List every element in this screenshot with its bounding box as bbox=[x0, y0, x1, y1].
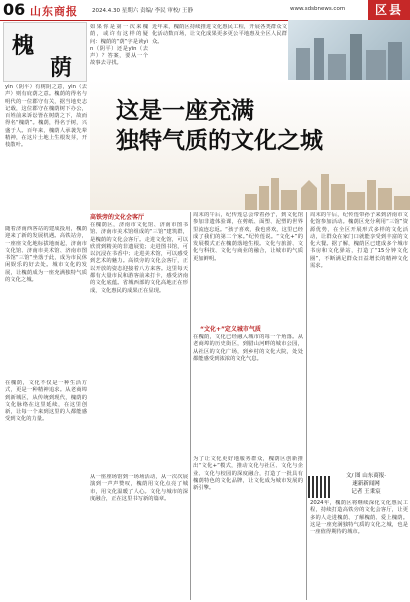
column-title-char2: 荫 bbox=[50, 55, 73, 81]
right-column-text-2: 在槐荫，文化已经融入城市的每一个角落。从老商埠的历史街区，到腊山河畔的城市公园，从社区的文化广场，到乡村的文化大院，处处都能感受到浓浓的文化气息。 bbox=[193, 334, 303, 362]
author-line-2: 速新新闻网 bbox=[352, 481, 380, 487]
issue-meta: 2024.4.30 星期六 责编/ 李民 审校/ 王静 bbox=[92, 8, 193, 14]
author-line-3: 记者 王秉宸 bbox=[351, 489, 381, 495]
column-divider bbox=[190, 212, 191, 600]
right-column-text: 周末的午后，纪传莲总会带着孙子，到文化馆参加非遗体验课，在剪纸、面塑、泥塑的世界里流连忘返。“孩子喜欢，我也喜欢，这里已经成了我们的第二个家。”纪传莲说。“文化+”的发展模式正在槐荫落地生根。文化与旅游、文化与科技、文化与商业的融合，让城市的气质更加鲜明。 bbox=[193, 212, 303, 262]
far-right-column-text: 周末的午后，纪传莲带孙子来到济南市文化馆参加活动。槐荫区充分利用“三馆”资源优势，在全区开展形式多样的文化活动，让群众在家门口就能享受到丰富的文化大餐。据了解，槐荫区已建成多个城市书房和文化驿站，打造了“15分钟文化圈”，不断满足群众日益增长的精神文化需求。 bbox=[310, 212, 408, 270]
subhead-cultural-hall: 高铁旁的文化会客厅 bbox=[90, 214, 145, 221]
section-badge: 区县 bbox=[368, 0, 410, 20]
city-photo bbox=[288, 20, 410, 80]
left-column-text: yìn（阴平）有树阴之意，yìn（去声）则有庇荫之意。槐荫的得名与明代的一位郡守有关，据当地史志记载，这位郡守在槐荫树下办公，百姓前来诉讼皆在树荫之下，故而得名“槐荫”。槐荫，得名于树，兴盛于人。百年来，槐荫人承袭先辈精神，在这片土地上生根发芽，开枝散叶。 bbox=[5, 84, 87, 149]
headline-line2: 独特气质的文化之城 bbox=[116, 128, 323, 154]
headline-line1: 这是一座充满 bbox=[116, 98, 254, 124]
intro-paragraph: 如果你是第一次来槐荫，或许有这样的疑问：槐荫的“荫”字是读yìn（阴平）还是yīn（去声）？答案，要从一个故事去寻找。 bbox=[90, 24, 148, 67]
author-line-1: 文/ 图 山东商报· bbox=[345, 473, 387, 479]
subhead-culture-plus: “文化+”定义城市气质 bbox=[200, 326, 261, 333]
author-credit bbox=[324, 472, 408, 498]
site-url[interactable]: www.sdsbnews.com bbox=[290, 6, 346, 12]
right-column-text-3: 为了让文化更好地服务群众，槐荫区创新推出“文化+”模式，推动文化与社区、文化与企业、文化与校园的深度融合，打造了一批具有槐荫特色的文化品牌，让文化成为城市发展的新引擎。 bbox=[193, 456, 303, 492]
page-number: 06 bbox=[3, 0, 26, 19]
newspaper-name: 山东商报 bbox=[30, 5, 78, 18]
skyline-illustration bbox=[245, 168, 410, 210]
left-column-text-2: 随着济南西客站的建成投用，槐荫迎来了新的发展机遇。高铁站旁，一座座文化地标拔地而起，济南市文化馆、济南市美术馆、济南市图书馆“三馆”坐落于此，成为市民休闲娱乐的好去处。城市文化的发展，让槐荫成为一座充满独特气质的文化之城。 bbox=[5, 226, 87, 284]
far-right-column-text-2: 2024年，槐荫区将继续深化文化惠民工程，持续打造高铁旁的文化会客厅，让更多的人走进槐荫、了解槐荫、爱上槐荫。这是一座充满独特气质的文化之城，也是一座值得期待的城市。 bbox=[310, 500, 408, 536]
column-divider-2 bbox=[306, 212, 307, 600]
qr-code-icon[interactable] bbox=[308, 476, 330, 498]
column-title-char1: 槐 bbox=[12, 33, 35, 59]
mid-column-text-2: 从一座座场馆到一场场活动，从一次次展演到一声声赞叹，槐荫用文化点亮了城市，用文化温暖了人心。文化与城市的深度融合，正在这里书写新的篇章。 bbox=[90, 474, 188, 502]
page-header bbox=[0, 0, 410, 21]
left-column-text-3: 在槐荫，文化不仅是一种生活方式，更是一种精神追求。从老商埠到新城区，从传统到现代，槐荫的文化脉络在这里延续，在这里创新，让每一个来到这里的人都能感受到文化的力量。 bbox=[5, 380, 87, 423]
column-title-box bbox=[3, 22, 87, 82]
mid-column-text: 在槐荫区，济南市文化馆、济南市图书馆、济南市美术馆组成的“三馆”建筑群，是槐荫的文化会客厅。走进文化馆，可以欣赏到精美的非遗展览；走进图书馆，可以沉浸在书香中；走进美术馆，可以感受到艺术的魅力。高铁旁的文化会客厅，正以开放的姿态迎接着八方来客。这里每天都有大量市民和游客前来打卡，感受济南的文化底蕴。省城西部的文化高地正在形成，文化惠民的成果正在显现。 bbox=[90, 222, 188, 294]
top-mid-text: 近年来，槐荫区持续推进文化惠民工程，开展各类群众文化活动数百场，让文化成果更多更公平地惠及全区人民群众。 bbox=[152, 24, 287, 45]
